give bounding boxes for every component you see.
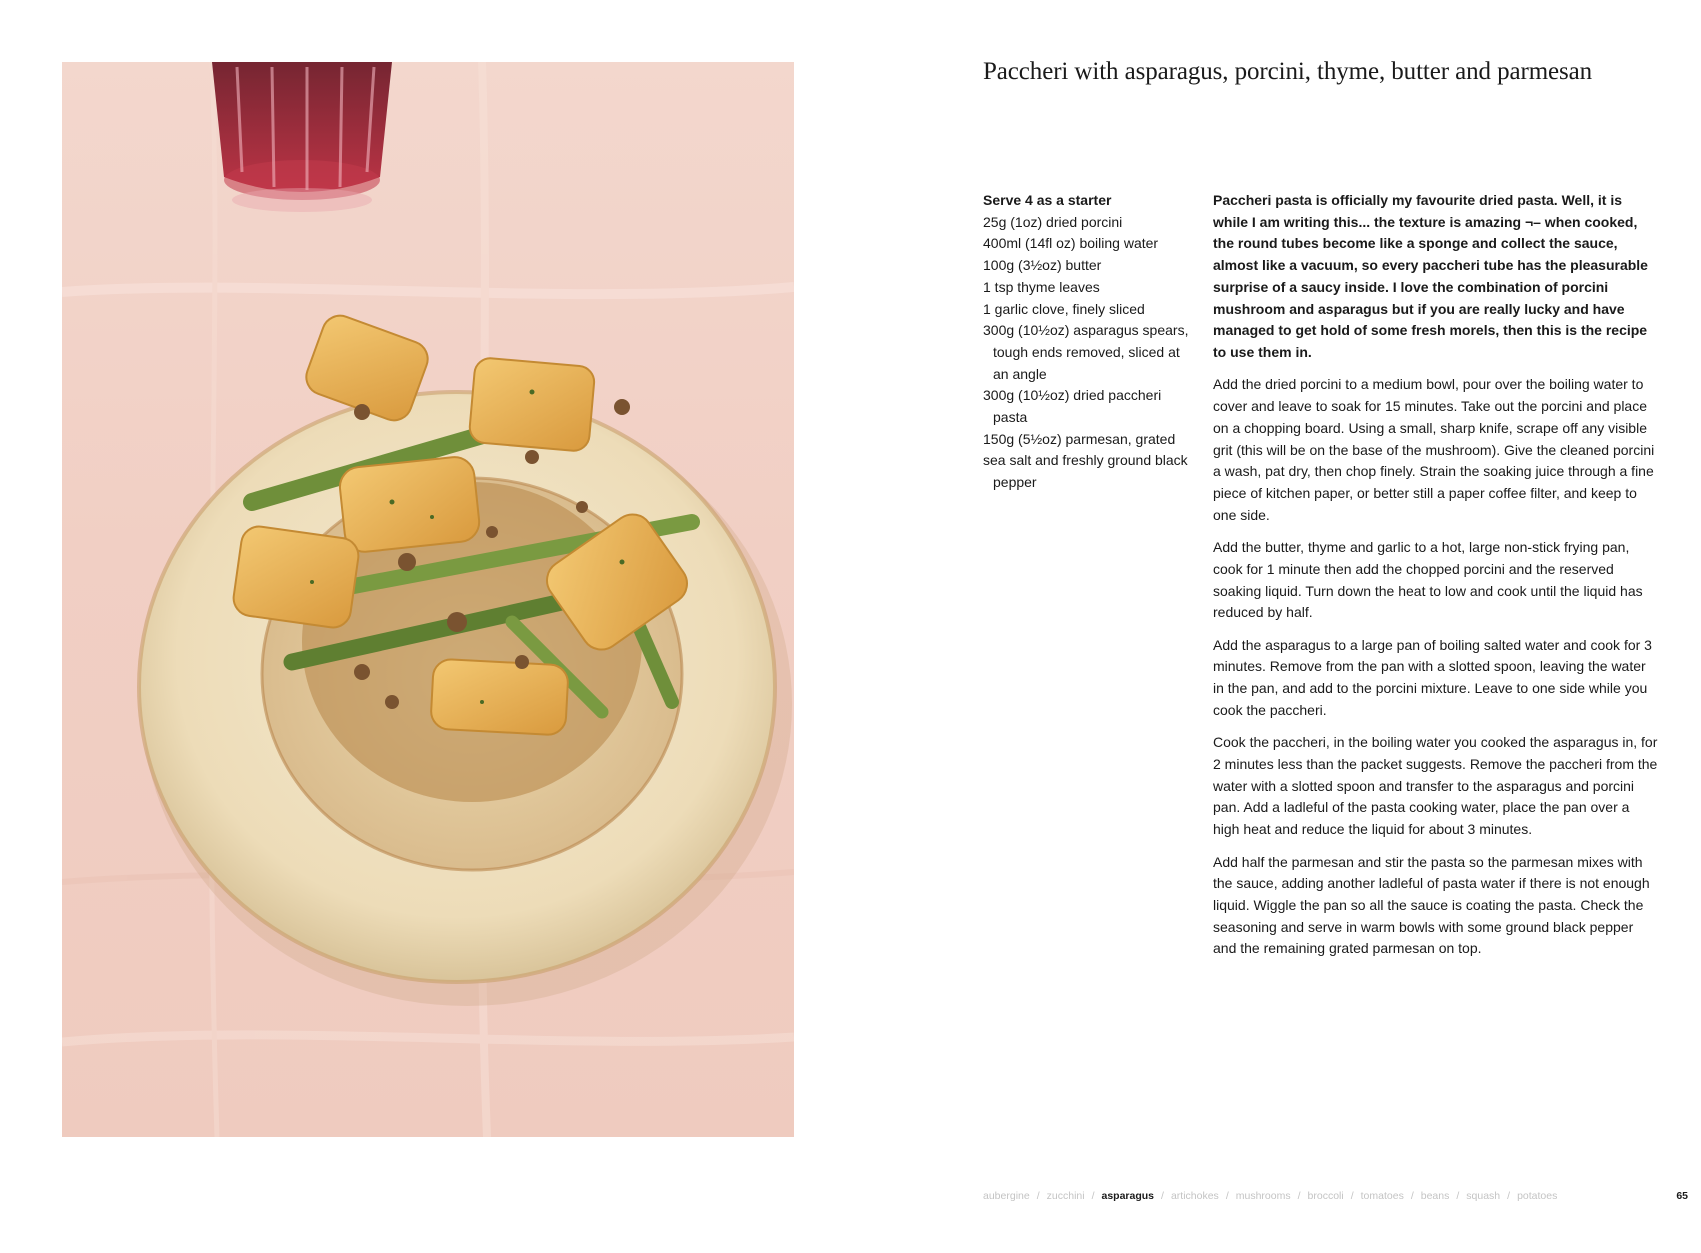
chapter-nav-item-asparagus[interactable]: asparagus [1101,1190,1155,1202]
ingredient-list [983,212,1198,494]
recipe-intro: Paccheri pasta is officially my favourite dried pasta. Well, it is while I am writing this... the texture is amazing ¬– when cooked, the round tubes become like a sponge and collect the sauce, almost like a vacuum, so every paccheri tube has the pleasurable surprise of a saucy inside. I love the combination of porcini mushroom and asparagus but if you are really lucky and have managed to get hold of some fresh morels, then this is the recipe to use them in. [1213,192,1648,360]
nav-separator: / [1091,1190,1095,1202]
nav-separator: / [1161,1190,1164,1202]
method-column [1213,190,1659,971]
ingredient-item: 25g (1oz) dried porcini [983,213,1123,230]
ingredient-item: 300g (10½oz) asparagus spears, tough ends removed, sliced at an angle [983,322,1189,382]
chapter-nav-item-tomatoes[interactable]: tomatoes [1360,1190,1404,1202]
ingredient-item: 300g (10½oz) dried paccheri pasta [983,387,1162,426]
recipe-title: Paccheri with asparagus, porcini, thyme, butter and parmesan [983,58,1593,85]
chapter-nav-item-beans[interactable]: beans [1420,1190,1450,1202]
serves-label: Serve 4 as a starter [983,192,1112,208]
nav-separator: / [1036,1190,1040,1202]
ingredients-column [983,190,1198,494]
method-step: Cook the paccheri, in the boiling water you cooked the asparagus in, for 2 minutes less than the packet suggests. Remove the paccheri from the water with a slotted spoon and transfer to the asparagus and porcini pan. Add a ladleful of the pasta cooking water, place the pan over a high heat and reduce the liquid for about 3 minutes. [1213,734,1658,838]
chapter-nav-item-potatoes[interactable]: potatoes [1517,1190,1558,1202]
method-step: Add the asparagus to a large pan of boiling salted water and cook for 3 minutes. Remove from the pan with a slotted spoon, leaving the water in the pan, and add to the porcini mixture. Leave to one side while you cook the paccheri. [1213,636,1652,718]
ingredient-item: 1 tsp thyme leaves [983,278,1100,295]
dish-photo-illustration [62,62,794,1137]
ingredient-item: 100g (3½oz) butter [983,257,1102,274]
chapter-nav-item-mushrooms[interactable]: mushrooms [1235,1190,1291,1202]
ingredient-item: 1 garlic clove, finely sliced [983,300,1145,317]
nav-separator: / [1225,1190,1229,1202]
nav-separator: / [1350,1190,1354,1202]
chapter-nav-item-artichokes[interactable]: artichokes [1170,1190,1219,1202]
nav-separator: / [1410,1190,1414,1202]
dish-photo [62,62,794,1137]
nav-separator: / [1456,1190,1460,1202]
method-step: Add the dried porcini to a medium bowl, pour over the boiling water to cover and leave to soak for 15 minutes. Take out the porcini and place on a chopping board. Using a small, sharp knife, scrape off any visible grit (this will be on the base of the mushroom). Give the cleaned porcini a wash, pat dry, then chop finely. Strain the soaking juice through a fine piece of kitchen paper, or better still a paper coffee filter, and keep to one side. [1213,376,1655,523]
chapter-nav-item-broccoli[interactable]: broccoli [1307,1190,1344,1202]
page-number: 65 [1676,1190,1688,1202]
method-step: Add the butter, thyme and garlic to a hot, large non-stick frying pan, cook for 1 minute then add the chopped porcini and the reserved soaking liquid. Turn down the heat to low and cook until the liquid has reduced by half. [1213,539,1643,621]
ingredient-item: 400ml (14fl oz) boiling water [983,235,1159,252]
nav-separator: / [1297,1190,1301,1202]
ingredient-item: 150g (5½oz) parmesan, grated [983,430,1176,447]
chapter-nav [983,1188,1653,1204]
ingredient-item: sea salt and freshly ground black pepper [983,452,1188,491]
method-step: Add half the parmesan and stir the pasta so the parmesan mixes with the sauce, adding another ladleful of pasta water if there is not enough liquid. Wiggle the pan so all the sauce is coating the pasta. Check the seasoning and serve in warm bowls with some ground black pepper and the remaining grated parmesan on top. [1213,853,1650,957]
chapter-nav-item-zucchini[interactable]: zucchini [1046,1190,1085,1202]
chapter-nav-item-squash[interactable]: squash [1466,1190,1501,1202]
wine-glass [212,62,392,212]
chapter-nav-item-aubergine[interactable]: aubergine [983,1190,1030,1202]
nav-separator: / [1507,1190,1511,1202]
